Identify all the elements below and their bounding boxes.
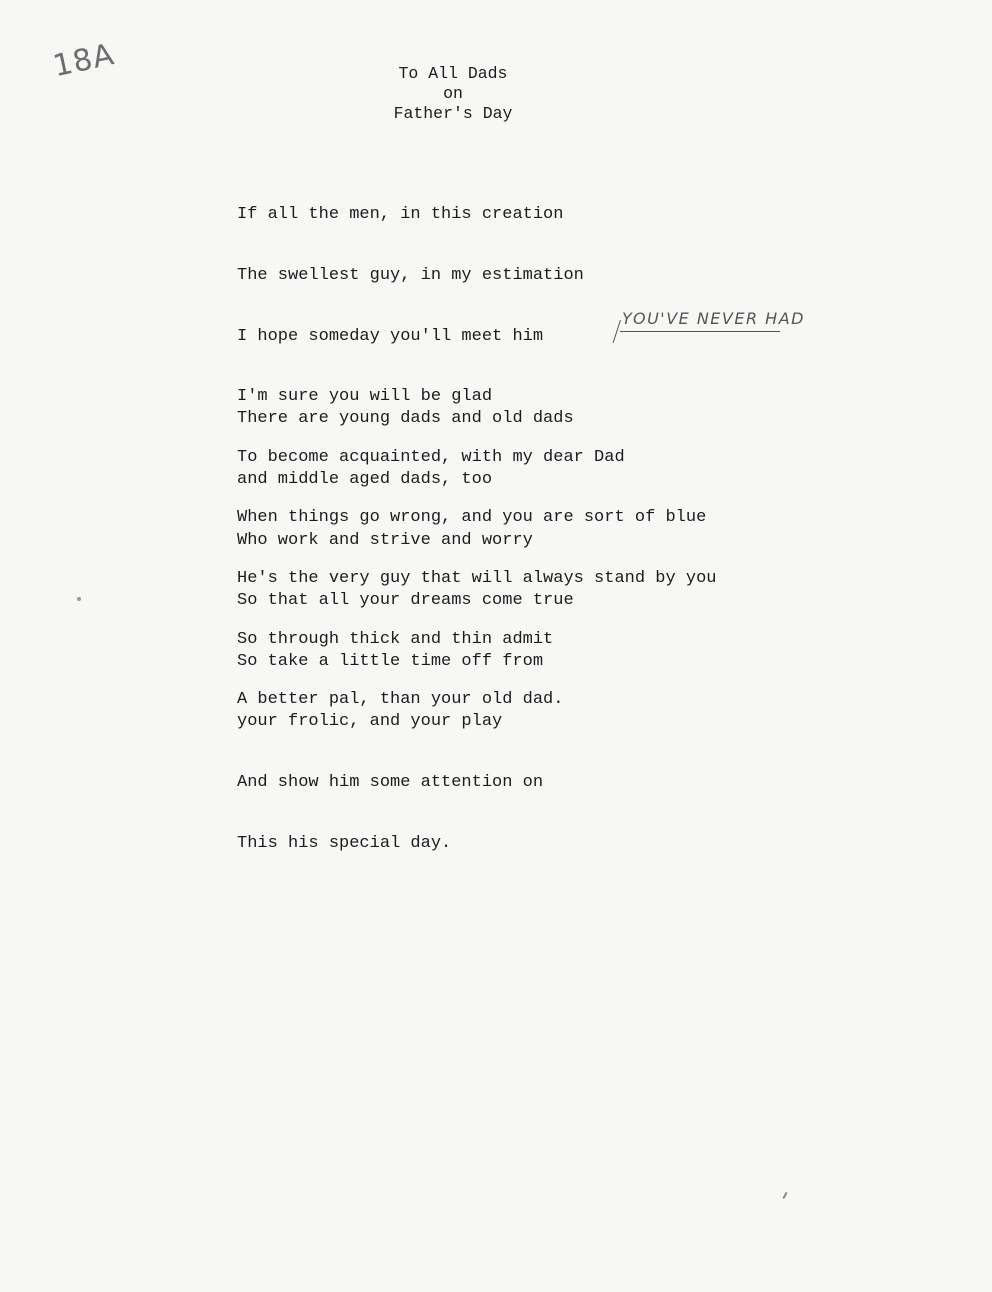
poem-line: He's the very guy that will always stand by you [237, 569, 717, 589]
poem-line: and middle aged dads, too [237, 470, 493, 490]
handwritten-insertion: YOU'VE NEVER HAD [622, 309, 805, 328]
poem-line: When things go wrong, and you are sort of blue [237, 508, 707, 528]
title-line: To All Dads [398, 64, 508, 83]
handwritten-page-number: 18A [50, 37, 118, 85]
poem-line: I'm sure you will be glad [237, 387, 493, 407]
poem-line: So through thick and thin admit [237, 629, 554, 649]
paper-speck [77, 597, 81, 601]
poem-line: If all the men, in this creation [237, 205, 564, 225]
poem-line: your frolic, and your play [237, 712, 503, 732]
title-line: Father's Day [393, 104, 513, 123]
poem-line: I hope someday you'll meet him [237, 326, 544, 346]
poem-line: So that all your dreams come true [237, 591, 574, 611]
poem-line: There are young dads and old dads [237, 409, 574, 429]
poem-title [360, 64, 546, 124]
poem-line: And show him some attention on [237, 773, 544, 793]
poem-line: A better pal, than your old dad. [237, 690, 564, 710]
poem-line: This his special day. [237, 833, 452, 853]
poem-line: Who work and strive and worry [237, 530, 533, 550]
paper-speck [782, 1192, 787, 1199]
poem-line: The swellest guy, in my estimation [237, 266, 584, 286]
stanza-2 [237, 369, 574, 894]
poem-line: To become acquainted, with my dear Dad [237, 447, 625, 467]
poem-line: So take a little time off from [237, 651, 544, 671]
handwritten-underline [620, 331, 780, 332]
title-line: on [443, 84, 463, 103]
